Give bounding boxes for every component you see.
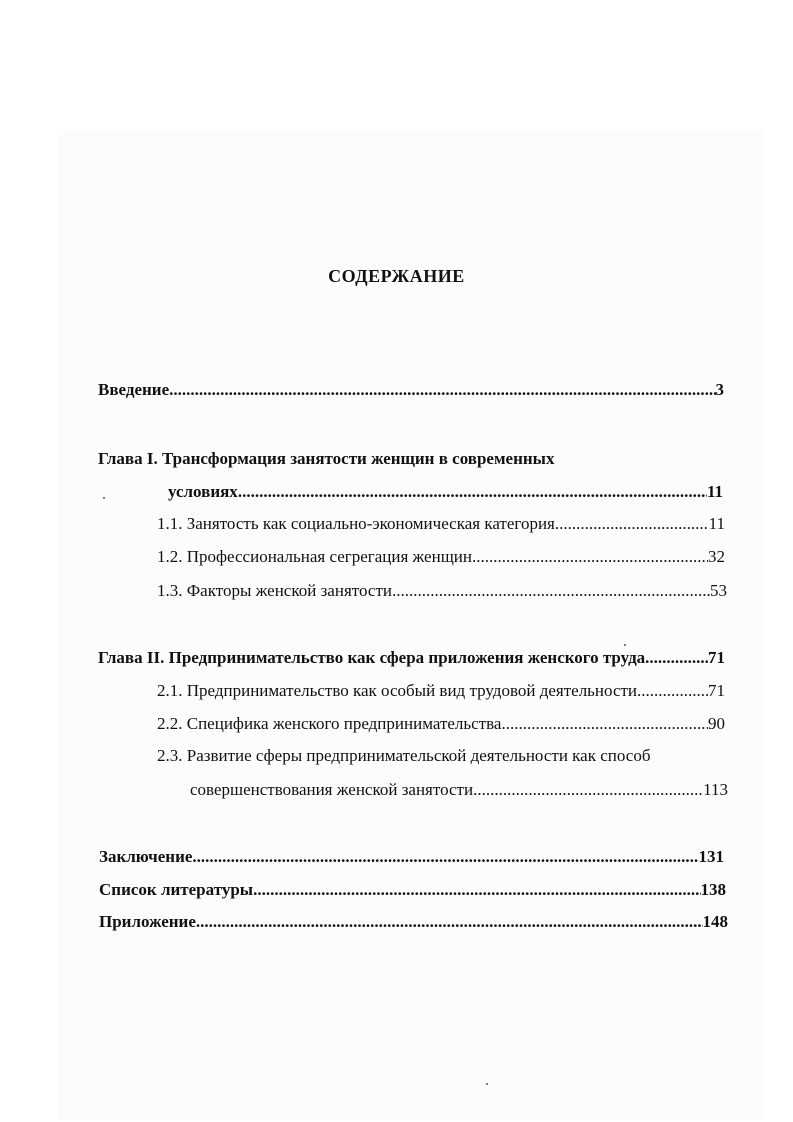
toc-label-section: 1.2. Профессиональная сегрегация женщин: [157, 547, 472, 566]
toc-label-section: 2.1. Предпринимательство как особый вид трудовой деятельности: [157, 681, 638, 700]
toc-entry-intro[interactable]: [98, 380, 724, 400]
scan-speck: [486, 1083, 488, 1085]
toc-page-appendix: 148: [702, 912, 728, 931]
scan-speck: [624, 644, 626, 646]
toc-entry-section-1-2[interactable]: [157, 547, 725, 567]
toc-entry-section-2-3[interactable]: [190, 780, 728, 800]
toc-label-conclusion: Заключение: [99, 847, 193, 866]
toc-label-section: 1.3. Факторы женской занятости: [157, 581, 392, 600]
dot-leader: [501, 714, 708, 734]
dot-leader: [473, 780, 703, 800]
dot-leader: [555, 514, 709, 534]
toc-entry-appendix[interactable]: [99, 912, 728, 932]
toc-page-section: 32: [708, 547, 725, 566]
toc-page-section: 90: [708, 714, 725, 733]
toc-entry-chapter2[interactable]: [98, 648, 725, 668]
toc-entry-references[interactable]: [99, 880, 726, 900]
toc-label-references: Список литературы: [99, 880, 254, 899]
toc-label-chapter1: условиях: [168, 482, 238, 501]
toc-entry-chapter1[interactable]: [168, 482, 723, 502]
toc-label-section: 2.2. Специфика женского предпринимательства: [157, 714, 502, 733]
dot-leader: [169, 380, 715, 400]
dot-leader: [472, 547, 708, 567]
toc-page-intro: 3: [715, 380, 724, 399]
toc-page-references: 138: [700, 880, 726, 899]
dot-leader: [392, 581, 710, 601]
toc-page-section: 113: [703, 780, 728, 799]
toc-entry-conclusion[interactable]: [99, 847, 724, 867]
scan-speck: [103, 497, 105, 499]
dot-leader: [253, 880, 700, 900]
toc-entry-section-1-1[interactable]: [157, 514, 725, 534]
toc-entry-section-2-2[interactable]: [157, 714, 725, 734]
toc-page-chapter1: 11: [706, 482, 723, 501]
dot-leader: [196, 912, 703, 932]
toc-label-intro: Введение: [98, 380, 170, 399]
toc-entry-section-1-3[interactable]: [157, 581, 727, 601]
toc-page-section: 71: [708, 681, 725, 700]
toc-entry-section-2-1[interactable]: [157, 681, 725, 701]
dot-leader: [645, 648, 708, 668]
dot-leader: [637, 681, 708, 701]
toc-page-section: 11: [708, 514, 725, 533]
toc-page-section: 53: [710, 581, 727, 600]
toc-page-conclusion: 131: [698, 847, 724, 866]
toc-section-2-3-line1[interactable]: 2.3. Развитие сферы предпринимательской деятельности как способ: [157, 746, 651, 765]
toc-page-chapter2: 71: [708, 648, 725, 667]
toc-label-chapter2: Глава II. Предпринимательство как сфера приложения женского труда: [98, 648, 646, 667]
toc-label-section: совершенствования женской занятости: [190, 780, 474, 799]
toc-label-appendix: Приложение: [99, 912, 196, 931]
page-title: СОДЕРЖАНИЕ: [328, 266, 465, 286]
toc-label-section: 1.1. Занятость как социально-экономическая категория: [157, 514, 555, 533]
dot-leader: [238, 482, 707, 502]
dot-leader: [192, 847, 698, 867]
toc-chapter1-heading[interactable]: Глава I. Трансформация занятости женщин в современных: [98, 449, 555, 468]
